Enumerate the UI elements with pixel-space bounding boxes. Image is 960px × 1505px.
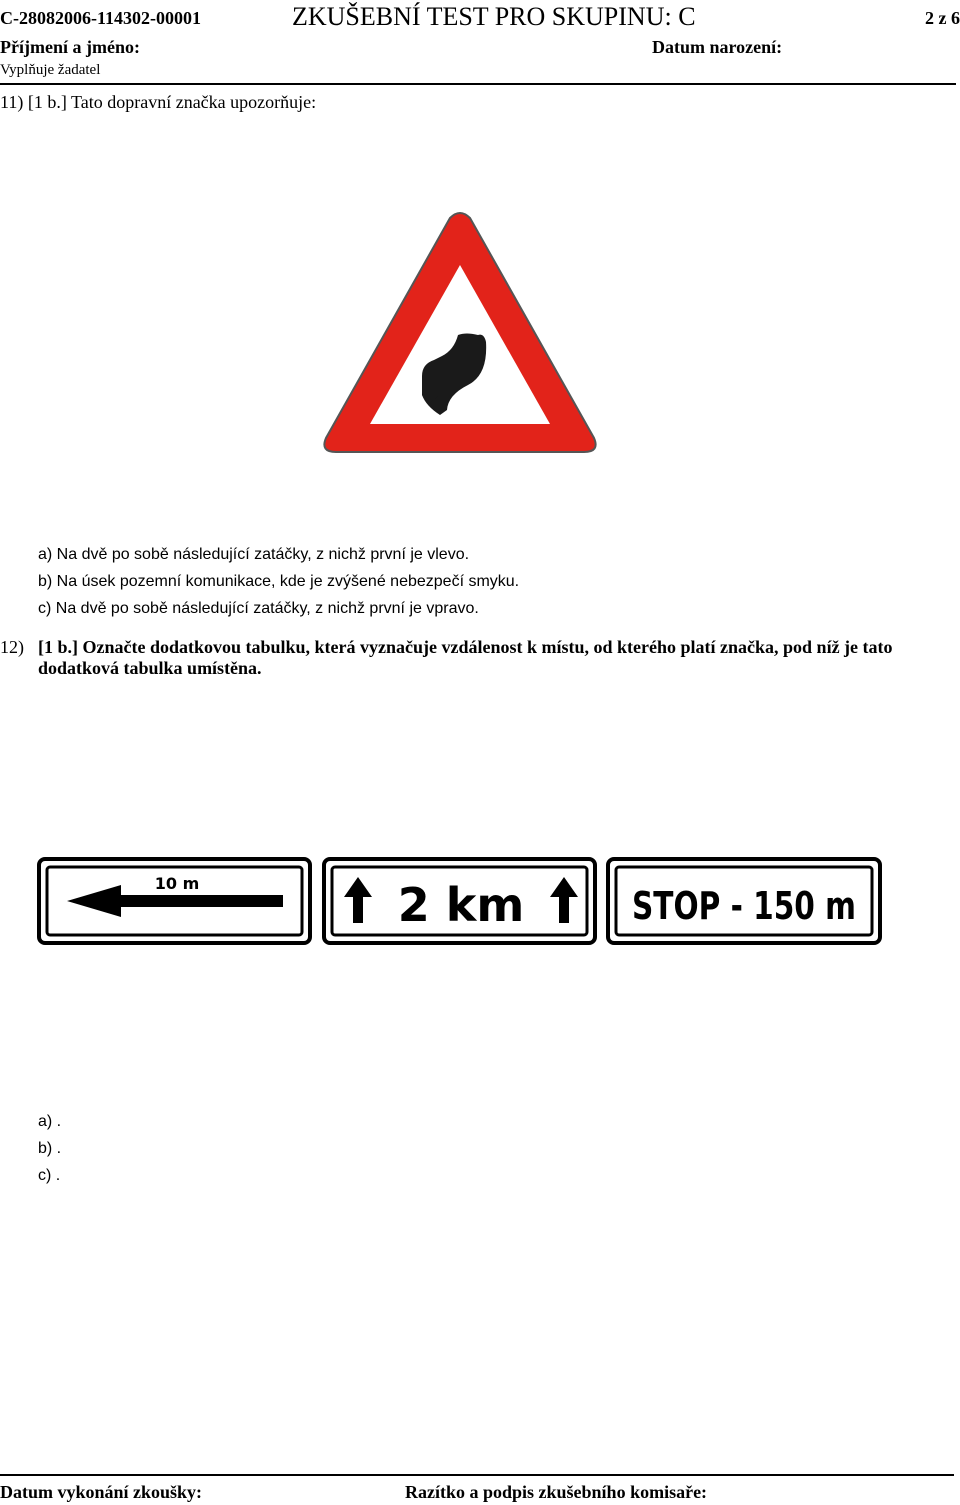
left-arrow-plate-icon [37,857,312,945]
question-12 [0,637,940,679]
question-12-number: 12) [0,637,24,657]
birth-date-label: Datum narození: [652,37,783,57]
plate-2-text: 2 km [397,878,525,932]
header-divider [0,83,956,85]
q11-answer-c[interactable]: c) Na dvě po sobě následující zatáčky, z nichž první je vpravo. [38,600,479,617]
q12-option-b[interactable]: b) . [38,1140,62,1157]
question-12-text: [1 b.] Označte dodatkovou tabulku, která vyznačuje vzdálenost k místu, od kterého platí značka, pod níž je tato dodatková tabulka umístěna. [38,637,893,678]
page-number: 2 z 6 [925,8,960,28]
q12-option-c[interactable]: c) . [38,1167,61,1184]
test-title: ZKUŠEBNÍ TEST PRO SKUPINU: C [292,2,696,31]
question-11: 11) [1 b.] Tato dopravní značka upozorňuje: [0,92,317,112]
exam-date-label: Datum vykonání zkoušky: [0,1482,203,1502]
examiner-stamp-label: Razítko a podpis zkušebního komisaře: [405,1482,708,1502]
plate-1-text: 10 m [154,874,200,893]
footer-divider [0,1474,954,1476]
q11-answer-b[interactable]: b) Na úsek pozemní komunikace, kde je zvýšené nebezpečí smyku. [38,573,520,590]
document-id: C-28082006-114302-00001 [0,8,201,28]
q12-option-a[interactable]: a) . [38,1113,62,1130]
double-bend-warning-sign-icon [318,210,602,460]
stop-distance-plate-icon [606,857,882,945]
q11-answer-a[interactable]: a) Na dvě po sobě následující zatáčky, z nichž první je vlevo. [38,546,470,563]
filled-by-note: Vyplňuje žadatel [0,62,101,78]
plate-3-text: STOP - 150 m [632,884,856,928]
up-arrows-plate-icon [322,857,597,945]
name-label: Příjmení a jméno: [0,37,140,57]
